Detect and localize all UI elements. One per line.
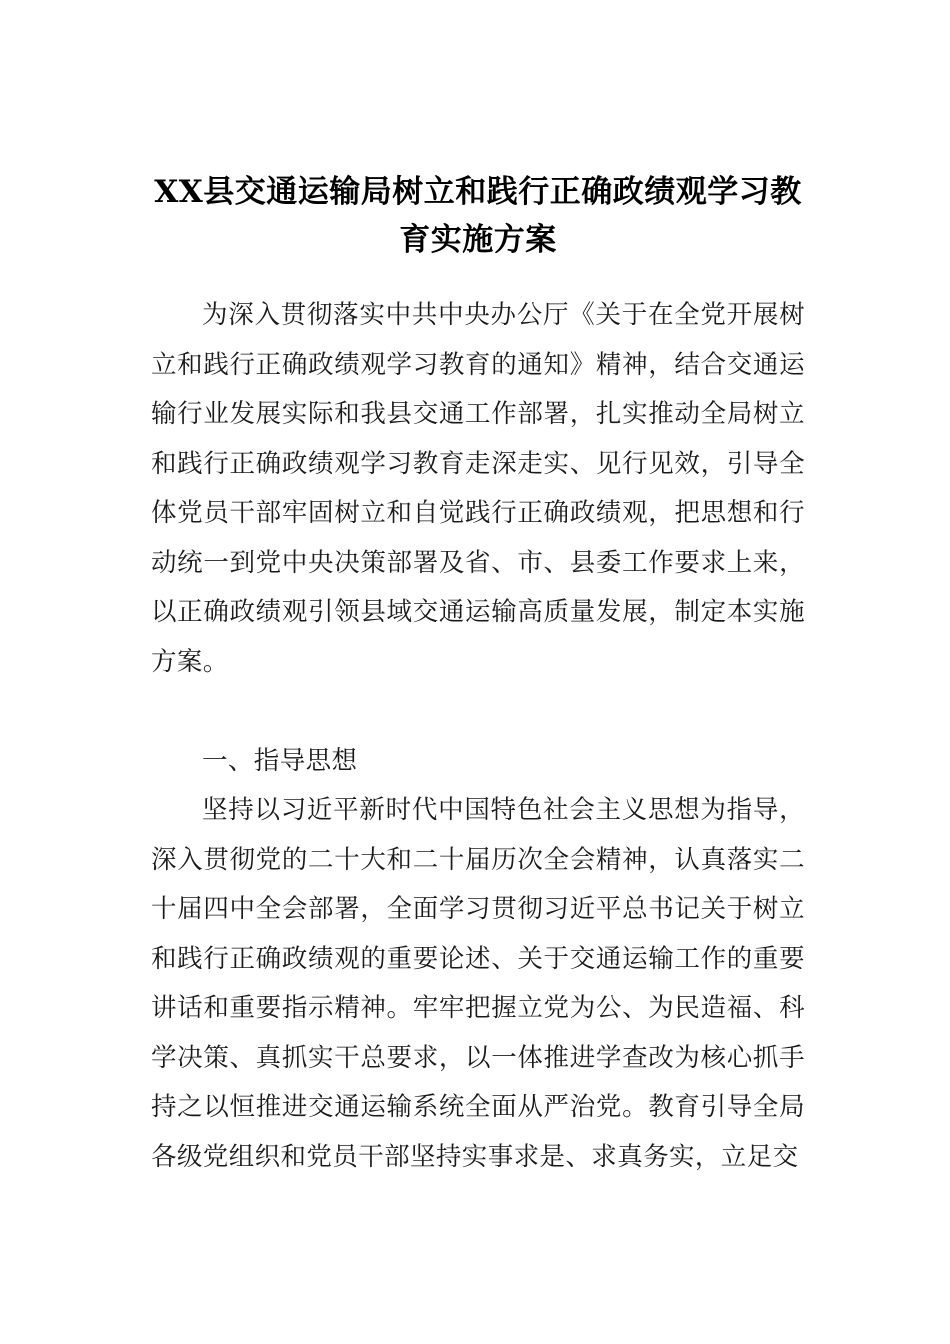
- section-heading-guiding-ideology: 一、指导思想: [202, 745, 358, 776]
- paragraph-spacer: [151, 687, 805, 737]
- preamble-paragraph: 为深入贯彻落实中共中央办公厅《关于在全党开展树立和践行正确政绩观学习教育的通知》精神，结合交通运输行业发展实际和我县交通工作部署，扎实推动全局树立和践行正确政绩观学习教育走深走实、见行见效，引导全体党员干部牢固树立和自觉践行正确政绩观，把思想和行动统一到党中央决策部署及省、市、县委工作要求上来，以正确政绩观引领县域交通运输高质量发展，制定本实施方案。: [151, 300, 805, 677]
- document-content: [151, 0, 805, 1182]
- section-body-guiding-ideology: 坚持以习近平新时代中国特色社会主义思想为指导，深入贯彻党的二十大和二十届历次全会精神，认真落实二十届四中全会部署，全面学习贯彻习近平总书记关于树立和践行正确政绩观的重要论述、关于交通运输工作的重要讲话和重要指示精神。牢牢把握立党为公、为民造福、科学决策、真抓实干总要求，以一体推进学查改为核心抓手持之以恒推进交通运输系统全面从严治党。教育引导全局各级党组织和党员干部坚持实事求是、求真务实，立足交: [151, 795, 805, 1172]
- document-body: [151, 264, 805, 1182]
- page-title: XX县交通运输局树立和践行正确政绩观学习教育实施方案: [154, 174, 802, 258]
